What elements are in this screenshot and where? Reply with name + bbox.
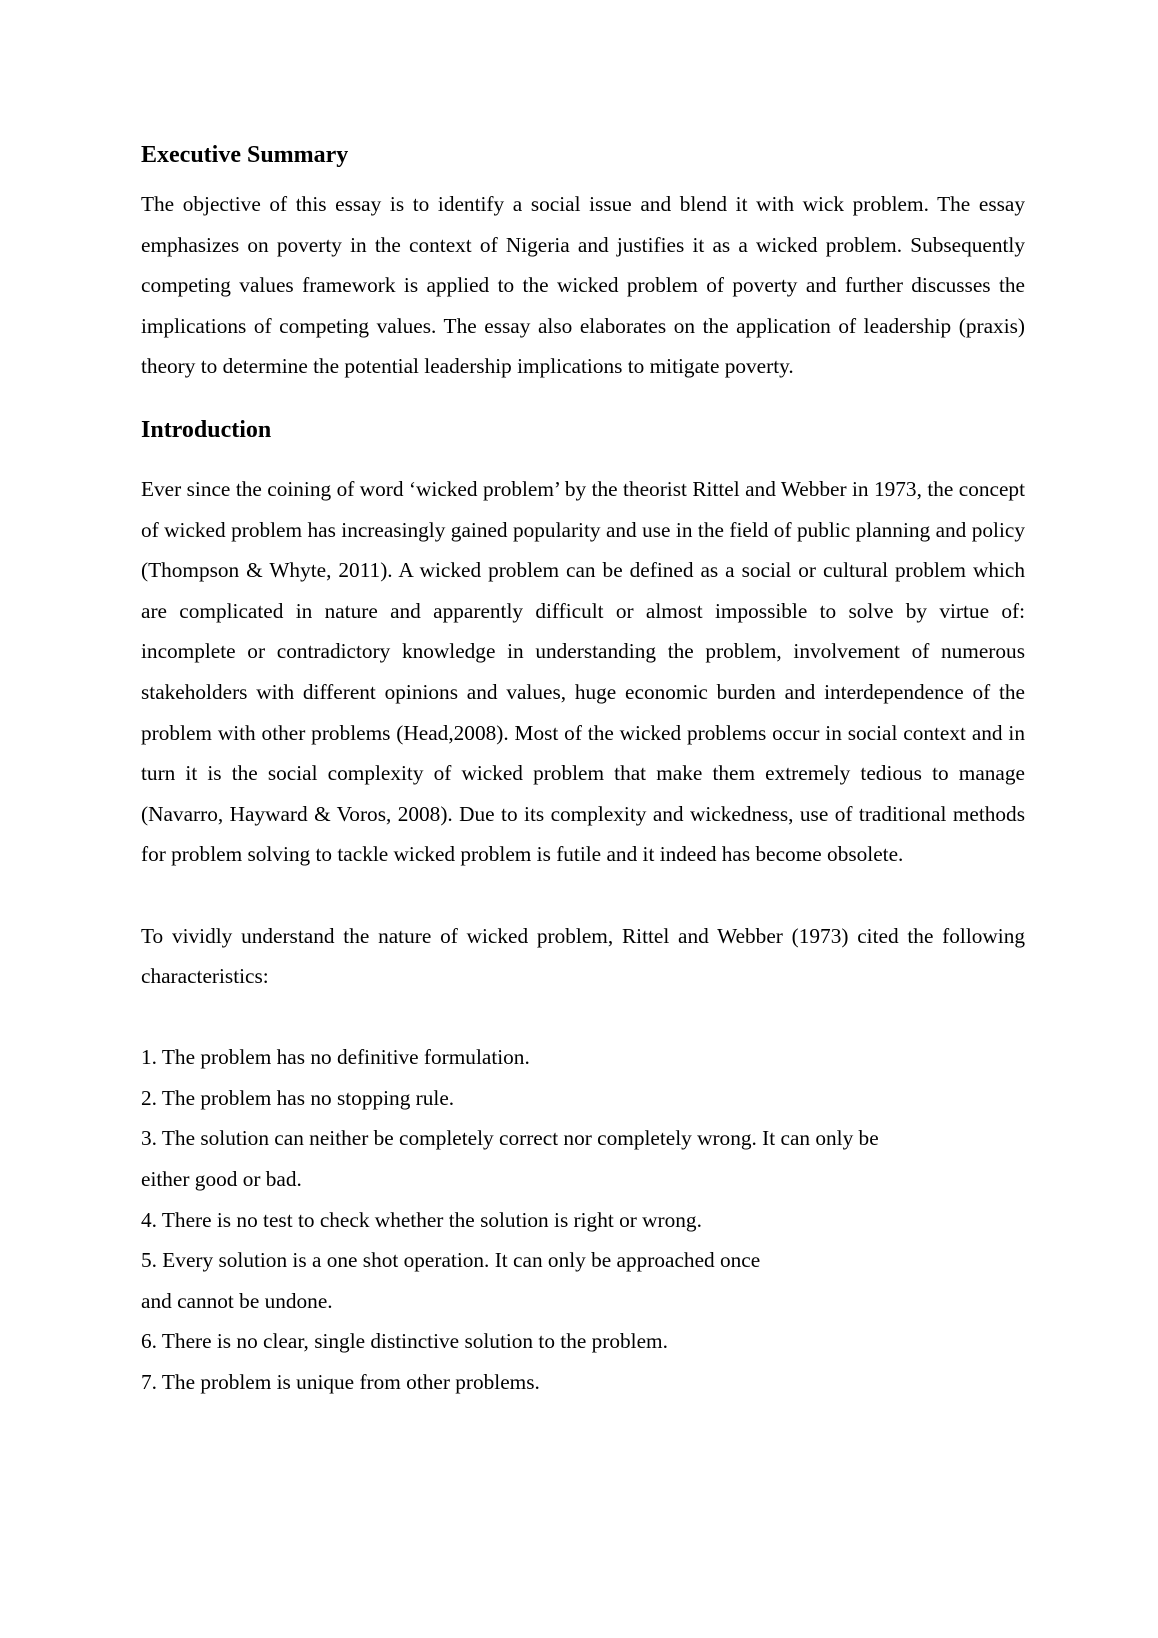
list-item: 6. There is no clear, single distinctive solution to the problem. <box>141 1329 668 1354</box>
list-item: 7. The problem is unique from other problems. <box>141 1370 540 1395</box>
document-body <box>141 140 1025 1403</box>
list-item: 4. There is no test to check whether the solution is right or wrong. <box>141 1207 702 1232</box>
list-item: and cannot be undone. <box>141 1288 333 1313</box>
paragraph-spacer <box>141 997 1025 1038</box>
characteristics-list <box>141 1037 1025 1402</box>
executive-summary-paragraph: The objective of this essay is to identify a social issue and blend it with wick problem. The essay emphasizes on poverty in the context of Nigeria and justifies it as a wicked problem. Subsequently competing values framework is applied to the wicked problem of poverty and further discusses the implications of competing values. The essay also elaborates on the application of leadership (praxis) theory to determine the potential leadership implications to mitigate poverty. <box>141 192 1025 379</box>
list-item: 5. Every solution is a one shot operation. It can only be approached once <box>141 1248 761 1273</box>
list-item: 1. The problem has no definitive formulation. <box>141 1045 530 1070</box>
paragraph-spacer <box>141 875 1025 916</box>
introduction-paragraph-2: To vividly understand the nature of wicked problem, Rittel and Webber (1973) cited the following characteristics: <box>141 923 1025 989</box>
introduction-paragraph-1: Ever since the coining of word ‘wicked problem’ by the theorist Rittel and Webber in 1973, the concept of wicked problem has increasingly gained popularity and use in the field of public planning and policy (Thompson & Whyte, 2011). A wicked problem can be defined as a social or cultural problem which are complicated in nature and apparently difficult or almost impossible to solve by virtue of: incomplete or contradictory knowledge in understanding the problem, involvement of numerous stakeholders with different opinions and values, huge economic burden and interdependence of the problem with other problems (Head,2008). Most of the wicked problems occur in social context and in turn it is the social complexity of wicked problem that make them extremely tedious to manage (Navarro, Hayward & Voros, 2008). Due to its complexity and wickedness, use of traditional methods for problem solving to tackle wicked problem is futile and it indeed has become obsolete. <box>141 476 1025 867</box>
list-item: either good or bad. <box>141 1167 302 1192</box>
introduction-heading: Introduction <box>141 416 272 443</box>
executive-summary-heading: Executive Summary <box>141 142 349 168</box>
list-item: 3. The solution can neither be completely correct nor completely wrong. It can only be <box>141 1126 879 1151</box>
list-item: 2. The problem has no stopping rule. <box>141 1085 455 1110</box>
